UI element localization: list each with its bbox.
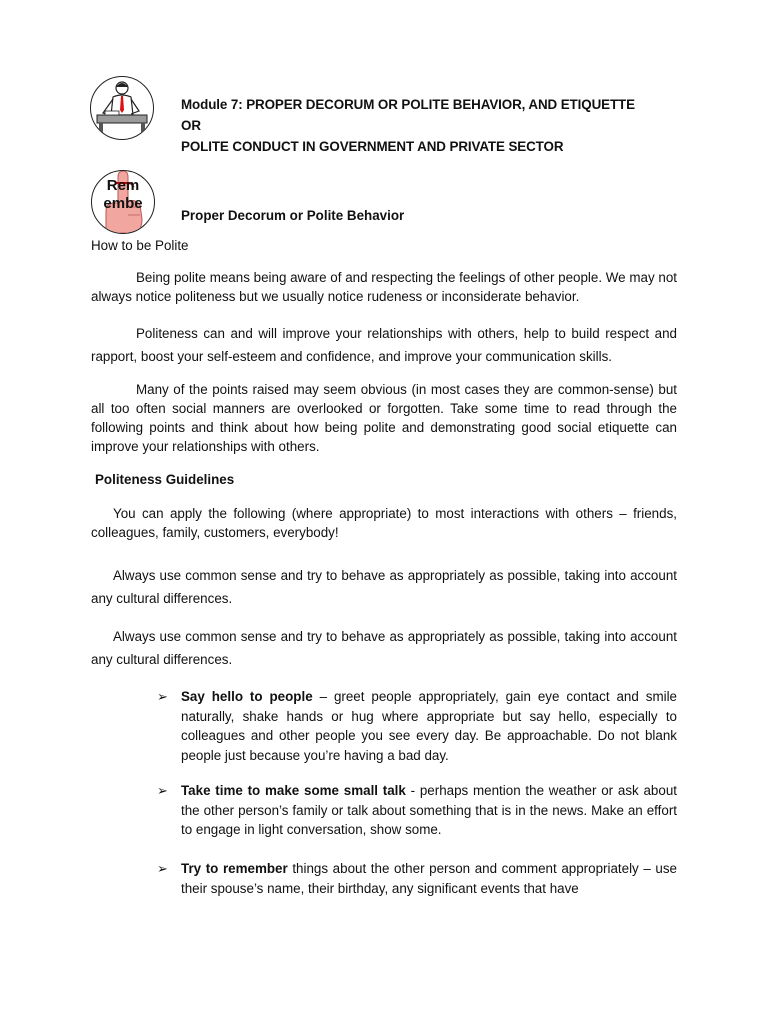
- section-title: Proper Decorum or Polite Behavior: [181, 208, 405, 223]
- arrow-bullet-icon: ➢: [157, 689, 168, 704]
- module-title: Module 7: PROPER DECORUM OR POLITE BEHAVIOR, AND ETIQUETTE OR POLITE CONDUCT IN GOVERNMENT AND PRIVATE SECTOR: [181, 97, 635, 154]
- paragraph-1: Being polite means being aware of and respecting the feelings of other people. We may not always notice politeness but we usually notice rudeness or inconsiderate behavior.: [91, 270, 677, 304]
- remember-finger-icon: [91, 170, 155, 234]
- arrow-bullet-icon: ➢: [157, 783, 168, 798]
- person-at-desk-icon: [90, 76, 154, 140]
- arrow-bullet-icon: ➢: [157, 861, 168, 876]
- bullet-item-say-hello: [157, 687, 677, 765]
- common-sense-paragraph-1: Always use common sense and try to behave as appropriately as possible, taking into account any cultural differences.: [91, 568, 677, 606]
- bullet-item-remember: [157, 859, 677, 898]
- paragraph-2: Politeness can and will improve your relationships with others, help to build respect and rapport, boost your self-esteem and confidence, and improve your communication skills.: [91, 326, 677, 364]
- bullet-text: things about the other person and comment appropriately – use their spouse’s name, their birthday, any significant events that have: [181, 861, 677, 896]
- bullet-heading: Say hello to people: [181, 689, 313, 704]
- bullet-item-small-talk: [157, 781, 677, 840]
- guidelines-intro: You can apply the following (where appropriate) to most interactions with others – friends, colleagues, family, customers, everybody!: [91, 506, 677, 540]
- bullet-text: - perhaps mention the weather or ask about the other person’s family or talk about something that is in the news. Make an effort to engage in light conversation, show some.: [181, 783, 677, 837]
- bullet-heading: Try to remember: [181, 861, 288, 876]
- common-sense-paragraph-2: Always use common sense and try to behave as appropriately as possible, taking into account any cultural differences.: [91, 629, 677, 667]
- guidelines-title: Politeness Guidelines: [95, 472, 235, 487]
- paragraph-3: Many of the points raised may seem obvious (in most cases they are common-sense) but all too often social manners are overlooked or forgotten. Take some time to read through the following points and think about how being polite and demonstrating good social etiquette can improve your relationships with others.: [91, 382, 677, 454]
- bullet-text: – greet people appropriately, gain eye contact and smile naturally, shake hands or hug where appropriate but say hello, especially to colleagues and other people you see every day. Be approachable. Do not blank people just because you’re having a bad day.: [181, 689, 677, 763]
- remember-text: Rem embe: [103, 177, 143, 212]
- bullet-heading: Take time to make some small talk: [181, 783, 406, 798]
- subsection-title: How to be Polite: [91, 238, 189, 253]
